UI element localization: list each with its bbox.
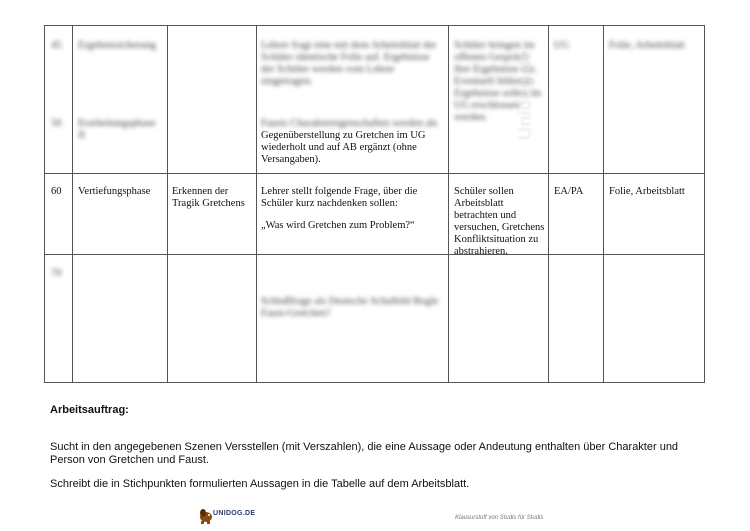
row-top-form: UG xyxy=(554,40,570,51)
column-divider xyxy=(72,26,73,382)
footer-logo-text: UNIDOG.DE xyxy=(213,510,256,517)
row-divider xyxy=(45,254,704,255)
row-mid-student: Schüler sollen Arbeitsblatt betrachten und versuchen, Gretchens Konfliktsituation zu abstrahieren. xyxy=(454,186,545,257)
row-mid-teacher-2: „Was wird Gretchen zum Problem?“ xyxy=(261,220,415,231)
row-mid-form: EA/PA xyxy=(554,186,584,197)
row-bottom-teacher: Schlußfrage als Deutsche Schulbild Bogle Faust-Gretchen? xyxy=(261,296,439,319)
row-top-phase-a: Ergebnissicherung xyxy=(78,40,156,51)
row-mid-goal: Erkennen der Tragik Gretchens xyxy=(172,186,245,209)
watermark: Unidog.de xyxy=(515,48,535,140)
footer-tagline: Klausurstoff von Studis für Studis xyxy=(455,515,544,521)
column-divider xyxy=(448,26,449,382)
row-mid-media: Folie, Arbeitsblatt xyxy=(609,186,685,197)
lesson-plan-table xyxy=(44,25,705,383)
column-divider xyxy=(167,26,168,382)
row-top-number-a: 45 xyxy=(51,40,62,51)
row-top-teacher-a: Lehrer fragt eine mit dem Arbeitsblatt der Schüler identische Folie auf. Ergebnisse der Schüler werden vom Lehrer eingetragen. xyxy=(261,40,437,87)
row-top-teacher-b: Fausts Charaktereigenschaften werden als xyxy=(261,118,438,129)
column-divider xyxy=(256,26,257,382)
column-divider xyxy=(603,26,604,382)
row-mid-number: 60 xyxy=(51,186,62,197)
row-top-teacher-visible: Gegenüberstellung zu Gretchen im UG wiederholt und auf AB ergänzt (ohne Versangaben). xyxy=(261,130,426,165)
row-top-number-b: 50 xyxy=(51,118,62,129)
row-top-media: Folie, Arbeitsblatt xyxy=(609,40,685,51)
row-top-phase-b: Erarbeitungsphase II xyxy=(78,118,156,141)
row-mid-teacher-1: Lehrer stellt folgende Frage, über die Schüler kurz nachdenken sollen: xyxy=(261,186,418,209)
row-mid-phase: Vertiefungsphase xyxy=(78,186,151,197)
task-paragraph-2: Schreibt die in Stichpunkten formulierten Aussagen in die Tabelle auf dem Arbeitsblatt. xyxy=(50,478,470,490)
row-bottom-number: 70 xyxy=(51,268,62,279)
column-divider xyxy=(548,26,549,382)
task-title: Arbeitsauftrag: xyxy=(50,404,129,416)
task-paragraph-1: Sucht in den angegebenen Szenen Versstellen (mit Verszahlen), die eine Aussage oder Andeutung enthalten über Charakter und Person von Gretchen und Faust. xyxy=(50,441,679,466)
row-top-student: Schüler bringen im offenen Gespräch ihre Ergebnisse ein. Eventuell fehlende Ergebnisse sollen im UG erschlossen werden. xyxy=(454,40,542,123)
row-divider xyxy=(45,173,704,174)
